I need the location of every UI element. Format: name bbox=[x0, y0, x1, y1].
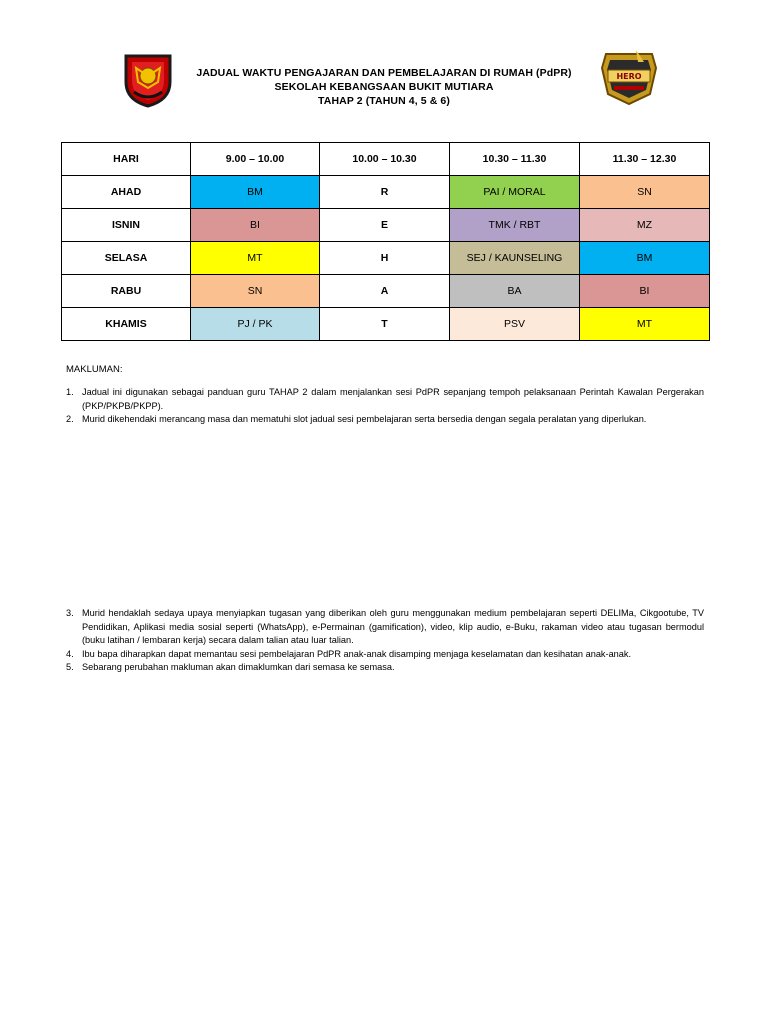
title-line-2: SEKOLAH KEBANGSAAN BUKIT MUTIARA bbox=[274, 81, 494, 93]
day-cell: AHAD bbox=[62, 176, 191, 209]
timetable-row bbox=[62, 275, 710, 308]
title-line-1: JADUAL WAKTU PENGAJARAN DAN PEMBELAJARAN DI RUMAH (PdPR) bbox=[196, 67, 572, 79]
crest-icon bbox=[122, 52, 174, 108]
document-title bbox=[180, 66, 588, 108]
timetable-row bbox=[62, 209, 710, 242]
header-cell-break: 10.00 – 10.30 bbox=[320, 143, 450, 176]
note-text: Murid hendaklah sedaya upaya menyiapkan tugasan yang diberikan oleh guru menggunakan medium pembelajaran seperti DELIMa, Cikgootube, TV Pendidikan, Aplikasi media sosial seperti (WhatsApp), e-Permainan (gamification), video, klip audio, e-Buku, rakaman video atau tugasan bermodul (buku latihan / lembaran kerja) secara dalam talian atau luar talian. bbox=[82, 608, 704, 645]
day-cell: ISNIN bbox=[62, 209, 191, 242]
hero-badge-text: HERO bbox=[616, 72, 642, 81]
note-number: 4. bbox=[66, 648, 74, 659]
subject-cell: TMK / RBT bbox=[450, 209, 580, 242]
subject-cell: PSV bbox=[450, 308, 580, 341]
subject-cell: PAI / MORAL bbox=[450, 176, 580, 209]
break-cell: H bbox=[320, 242, 450, 275]
subject-cell: SN bbox=[580, 176, 710, 209]
day-cell: SELASA bbox=[62, 242, 191, 275]
list-item bbox=[66, 413, 704, 427]
timetable bbox=[61, 142, 710, 341]
subject-cell: BI bbox=[191, 209, 320, 242]
subject-cell: BI bbox=[580, 275, 710, 308]
break-cell: T bbox=[320, 308, 450, 341]
subject-cell: MT bbox=[580, 308, 710, 341]
note-text: Murid dikehendaki merancang masa dan mematuhi slot jadual sesi pembelajaran serta bersedia dengan segala peralatan yang diperlukan. bbox=[82, 414, 647, 424]
timetable-row bbox=[62, 176, 710, 209]
note-number: 3. bbox=[66, 608, 74, 618]
school-crest-logo bbox=[122, 52, 174, 108]
timetable-header-row bbox=[62, 143, 710, 176]
list-item bbox=[66, 648, 704, 662]
timetable-row bbox=[62, 308, 710, 341]
notes-list-part-1 bbox=[66, 386, 704, 427]
break-cell: A bbox=[320, 275, 450, 308]
day-cell: KHAMIS bbox=[62, 308, 191, 341]
day-cell: RABU bbox=[62, 275, 191, 308]
note-number: 1. bbox=[66, 387, 74, 397]
note-text: Jadual ini digunakan sebagai panduan guru TAHAP 2 dalam menjalankan sesi PdPR sepanjang tempoh pelaksanaan Perintah Kawalan Pergerakan (PKP/PKPB/PKPP). bbox=[82, 387, 704, 411]
note-number: 2. bbox=[66, 414, 74, 424]
subject-cell: MT bbox=[191, 242, 320, 275]
list-item bbox=[66, 386, 704, 413]
notes-list-part-2 bbox=[66, 607, 704, 675]
subject-cell: BM bbox=[580, 242, 710, 275]
hero-badge-logo bbox=[598, 48, 660, 106]
subject-cell: SEJ / KAUNSELING bbox=[450, 242, 580, 275]
break-cell: E bbox=[320, 209, 450, 242]
list-item bbox=[66, 661, 704, 675]
subject-cell: MZ bbox=[580, 209, 710, 242]
timetable-row bbox=[62, 242, 710, 275]
header-cell-day: HARI bbox=[62, 143, 191, 176]
header-cell-slot-1: 9.00 – 10.00 bbox=[191, 143, 320, 176]
subject-cell: SN bbox=[191, 275, 320, 308]
title-line-3: TAHAP 2 (TAHUN 4, 5 & 6) bbox=[318, 95, 450, 107]
list-item bbox=[66, 607, 704, 648]
note-number: 5. bbox=[66, 662, 74, 672]
note-text: Ibu bapa diharapkan dapat memantau sesi pembelajaran PdPR anak-anak disamping menjaga keselamatan dan kesihatan anak-anak. bbox=[82, 648, 632, 659]
note-text: Sebarang perubahan makluman akan dimaklumkan dari semasa ke semasa. bbox=[82, 662, 395, 672]
subject-cell: BM bbox=[191, 176, 320, 209]
header-cell-slot-2: 10.30 – 11.30 bbox=[450, 143, 580, 176]
hero-badge-icon bbox=[598, 48, 660, 106]
header-cell-slot-3: 11.30 – 12.30 bbox=[580, 143, 710, 176]
subject-cell: BA bbox=[450, 275, 580, 308]
subject-cell: PJ / PK bbox=[191, 308, 320, 341]
notes-title: MAKLUMAN: bbox=[66, 364, 123, 375]
break-cell: R bbox=[320, 176, 450, 209]
